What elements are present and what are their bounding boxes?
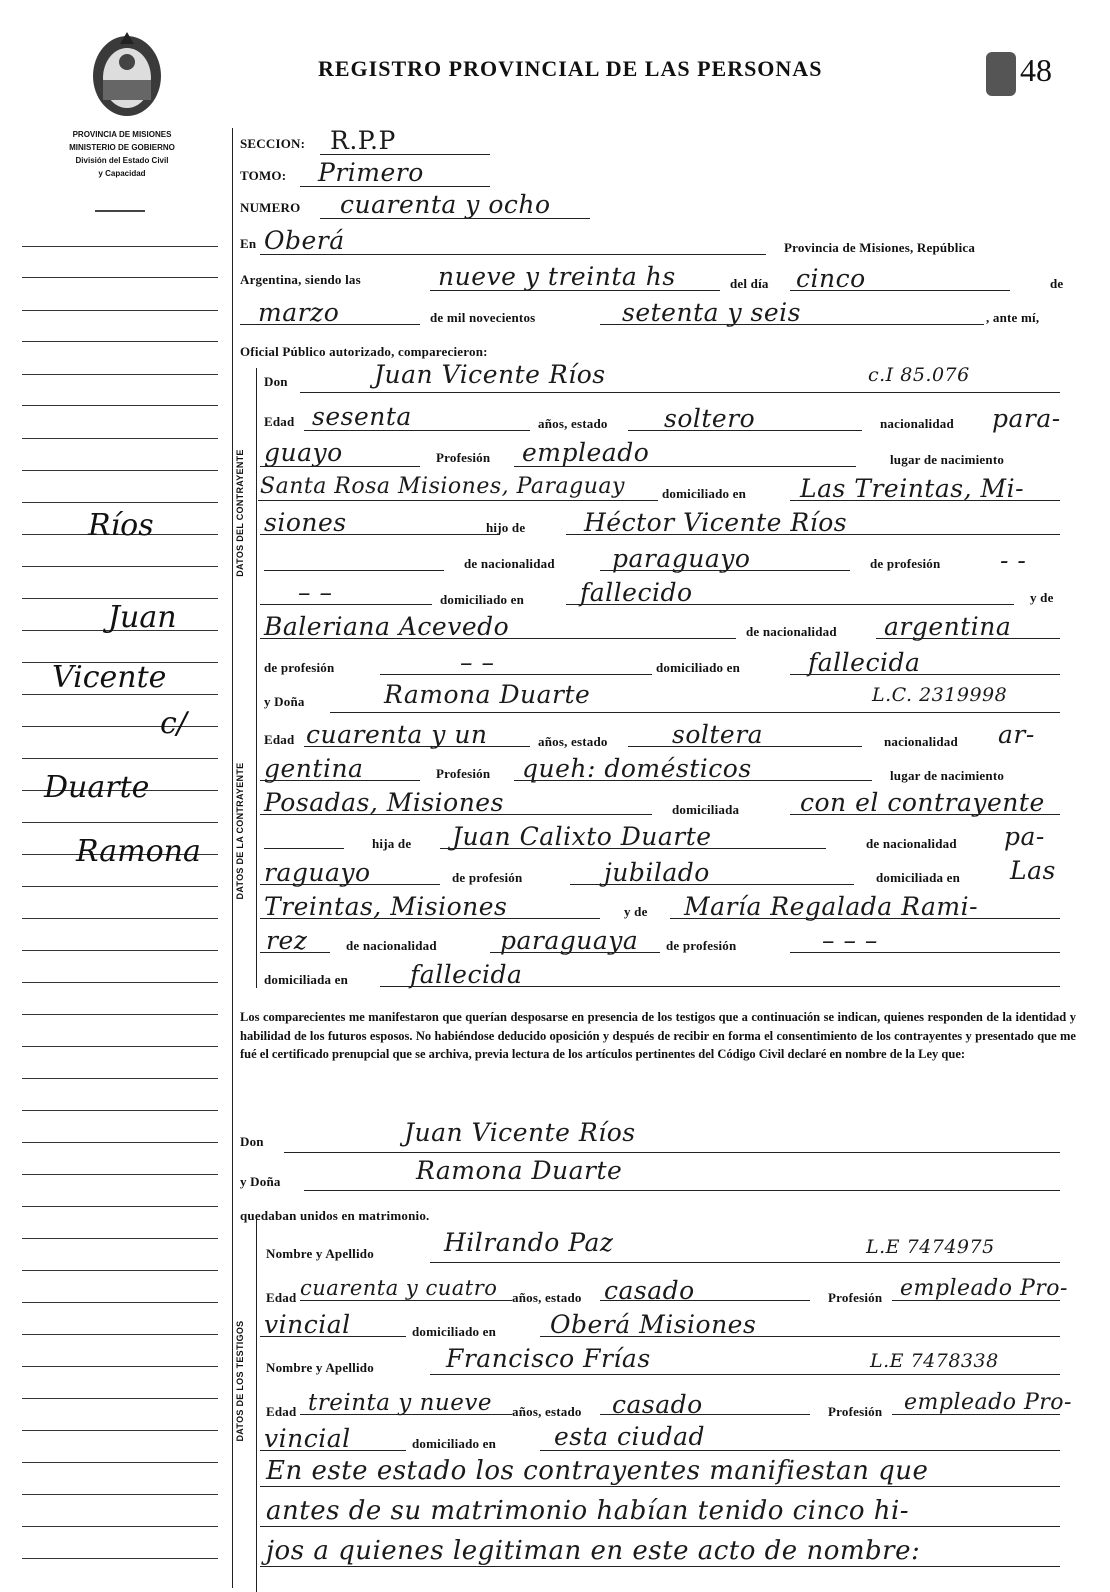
label-profesion: Profesión: [436, 450, 491, 465]
label-nombre-apellido-1: Nombre y Apellido: [266, 1246, 374, 1261]
page-title: REGISTRO PROVINCIAL DE LAS PERSONAS: [318, 56, 823, 81]
label-profesion-w1: Profesión: [828, 1290, 883, 1305]
label-domiciliado-en-2: domiciliado en: [440, 592, 525, 607]
label-de: de: [1050, 276, 1064, 291]
label-seccion: SECCION:: [240, 136, 306, 151]
groom-mother-nationality: argentina: [884, 612, 1012, 641]
office-header: PROVINCIA DE MISIONES MINISTERIO DE GOBIERNO División del Estado Civil y Capacidad: [69, 130, 175, 178]
label-tomo: TOMO:: [240, 168, 287, 183]
dia-value: cinco: [796, 264, 866, 293]
witness1-marital-status: casado: [604, 1276, 695, 1305]
label-don: Don: [264, 374, 288, 389]
label-nombre-apellido-2: Nombre y Apellido: [266, 1360, 374, 1375]
margin-note-surname: Ríos: [88, 508, 154, 543]
label-domiciliada-en: domiciliada en: [876, 870, 961, 885]
bride-father-profession: jubilado: [604, 858, 710, 887]
label-edad-w1: Edad: [266, 1290, 297, 1305]
declaration-bride: Ramona Duarte: [416, 1156, 623, 1185]
bride-document: L.C. 2319998: [872, 684, 1008, 706]
label-domiciliado-en-w2: domiciliado en: [412, 1436, 497, 1451]
label-nacionalidad: nacionalidad: [880, 416, 954, 431]
groom-name: Juan Vicente Ríos: [374, 360, 606, 389]
witness2-age: treinta y nueve: [308, 1390, 492, 1416]
label-de-profesion-bride: de profesión: [452, 870, 523, 885]
groom-age: sesenta: [312, 402, 412, 431]
label-y-de-bride: y de: [624, 904, 648, 919]
label-hijo-de: hijo de: [486, 520, 526, 535]
label-domiciliado-en-w1: domiciliado en: [412, 1324, 497, 1339]
label-oficial: Oficial Público autorizado, comparecieron:: [240, 344, 488, 359]
groom-father: Héctor Vicente Ríos: [584, 508, 848, 537]
witness2-profession-1: empleado Pro-: [904, 1390, 1072, 1415]
groom-mother-profession: – –: [460, 648, 495, 677]
numero-value: cuarenta y ocho: [340, 190, 551, 219]
label-profesion-w2: Profesión: [828, 1404, 883, 1419]
margin-note-bride-name: Ramona: [76, 834, 201, 869]
groom-marital-status: soltero: [664, 404, 756, 433]
label-don-declaration: Don: [240, 1134, 264, 1149]
label-de-mil: de mil novecientos: [430, 310, 536, 325]
main-frame-left-line: [232, 128, 233, 1588]
bride-father-address-1: Las: [1010, 856, 1056, 885]
witness2-document: L.E 7478338: [870, 1350, 999, 1372]
contrayente-block-line: [256, 368, 257, 988]
witness1-age: cuarenta y cuatro: [300, 1276, 498, 1300]
label-anos-estado-bride: años, estado: [538, 734, 608, 749]
margin-note-middlename: Vicente: [52, 660, 167, 695]
bride-name: Ramona Duarte: [384, 680, 591, 709]
groom-address-1: Las Treintas, Mi-: [800, 474, 1025, 503]
seccion-value: R.P.P: [330, 126, 396, 155]
label-domiciliada-en-2: domiciliada en: [264, 972, 349, 987]
label-lugar-nacimiento-bride: lugar de nacimiento: [890, 768, 1005, 783]
closing-note-line-3: jos a quienes legitiman en este acto de nombre:: [266, 1536, 921, 1566]
groom-father-address: fallecido: [580, 578, 693, 607]
witness2-address: esta ciudad: [554, 1422, 706, 1451]
bride-father-nationality-1: pa-: [1004, 822, 1045, 851]
bride-mother-2: rez: [266, 926, 308, 955]
margin-note-bride-surname: Duarte: [44, 770, 150, 805]
witness1-address: Oberá Misiones: [550, 1310, 757, 1339]
lugar-value: Oberá: [264, 226, 345, 255]
label-provincia: Provincia de Misiones, República: [784, 240, 976, 255]
bride-mother-profession: – – –: [822, 926, 878, 955]
tomo-value: Primero: [318, 158, 424, 187]
label-de-profesion: de profesión: [870, 556, 941, 571]
witness1-document: L.E 7474975: [866, 1236, 995, 1258]
label-edad: Edad: [264, 414, 295, 429]
groom-nationality-1: para-: [992, 404, 1061, 433]
label-y-dona-declaration: y Doña: [240, 1174, 281, 1189]
label-datos-la-contrayente: DATOS DE LA CONTRAYENTE: [235, 762, 245, 900]
bride-mother-nationality: paraguaya: [500, 926, 639, 955]
closing-note-line-1: En este estado los contrayentes manifiestan que: [266, 1456, 929, 1486]
label-nacionalidad-bride: nacionalidad: [884, 734, 958, 749]
label-anos-estado: años, estado: [538, 416, 608, 431]
page-number-stamp: [986, 52, 1016, 96]
bride-father-nationality-2: raguayo: [264, 858, 371, 887]
label-edad-w2: Edad: [266, 1404, 297, 1419]
groom-father-profession: - -: [1000, 546, 1027, 575]
label-y-de: y de: [1030, 590, 1054, 605]
bride-mother-1: María Regalada Rami-: [684, 892, 979, 921]
groom-father-profession-2: – –: [298, 578, 333, 607]
groom-document: c.I 85.076: [868, 364, 970, 386]
bride-marital-status: soltera: [672, 720, 764, 749]
groom-mother: Baleriana Acevedo: [264, 612, 510, 641]
closing-note-line-2: antes de su matrimonio habían tenido cinco hi-: [266, 1496, 910, 1526]
label-de-nacionalidad: de nacionalidad: [464, 556, 555, 571]
label-de-nacionalidad-2: de nacionalidad: [746, 624, 837, 639]
bride-birthplace: Posadas, Misiones: [264, 788, 504, 817]
witness1-profession-1: empleado Pro-: [900, 1276, 1068, 1301]
witness1-name: Hilrando Paz: [444, 1228, 614, 1257]
label-numero: NUMERO: [240, 200, 301, 215]
label-de-profesion-bride-2: de profesión: [666, 938, 737, 953]
label-domiciliada: domiciliada: [672, 802, 740, 817]
label-en: En: [240, 236, 257, 251]
label-lugar-nacimiento: lugar de nacimiento: [890, 452, 1005, 467]
label-anos-estado-w1: años, estado: [512, 1290, 582, 1305]
groom-father-nationality: paraguayo: [612, 544, 751, 573]
margin-note-con: c/: [160, 706, 187, 741]
groom-nationality-2: guayo: [264, 438, 343, 467]
label-quedaban: quedaban unidos en matrimonio.: [240, 1208, 430, 1223]
bride-nationality-2: gentina: [264, 754, 364, 783]
label-profesion-bride: Profesión: [436, 766, 491, 781]
bride-address: con el contrayente: [800, 788, 1045, 817]
groom-profession: empleado: [522, 438, 650, 467]
groom-birthplace: Santa Rosa Misiones, Paraguay: [260, 474, 625, 499]
label-domiciliado-en: domiciliado en: [662, 486, 747, 501]
margin-note-firstname: Juan: [108, 600, 177, 635]
groom-mother-address: fallecida: [808, 648, 921, 677]
label-argentina-siendo: Argentina, siendo las: [240, 272, 361, 287]
anio-value: setenta y seis: [622, 298, 801, 327]
bride-age: cuarenta y un: [306, 720, 488, 749]
bride-father: Juan Calixto Duarte: [452, 822, 712, 851]
witness1-profession-2: vincial: [264, 1310, 351, 1339]
witness2-profession-2: vincial: [264, 1424, 351, 1453]
mes-value: marzo: [258, 298, 340, 327]
label-de-profesion-2: de profesión: [264, 660, 335, 675]
bride-nationality-1: ar-: [998, 720, 1035, 749]
label-y-dona: y Doña: [264, 694, 305, 709]
label-del-dia: del día: [730, 276, 769, 291]
provincial-seal: [86, 22, 168, 122]
label-datos-testigos: DATOS DE LOS TESTIGOS: [235, 1320, 245, 1442]
label-hija-de: hija de: [372, 836, 412, 851]
bride-mother-address: fallecida: [410, 960, 523, 989]
bride-profession: queh: domésticos: [522, 754, 752, 783]
label-edad-bride: Edad: [264, 732, 295, 747]
label-datos-contrayente: DATOS DEL CONTRAYENTE: [235, 449, 245, 577]
label-de-nacionalidad-bride: de nacionalidad: [866, 836, 957, 851]
legal-paragraph: Los comparecientes me manifestaron que querían desposarse en presencia de los testigos que a continuación se indican, quienes responden de la identidad y habilidad de los futuros esposos. No habiéndose deducido oposición y después de recibir en forma el consentimiento de los contrayentes y presentado que me fué el certificado prenupcial que se archiva, previa lectura de los artículos pertinentes del Código Civil declaré en nombre de la Ley que:: [240, 1010, 1076, 1062]
witness2-marital-status: casado: [612, 1390, 703, 1419]
label-ante-mi: , ante mí,: [986, 310, 1040, 325]
testigos-block-line: [256, 1216, 257, 1592]
label-de-nacionalidad-bride-2: de nacionalidad: [346, 938, 437, 953]
groom-address-2: siones: [264, 508, 347, 537]
witness2-name: Francisco Frías: [446, 1344, 651, 1373]
declaration-groom: Juan Vicente Ríos: [404, 1118, 636, 1147]
label-anos-estado-w2: años, estado: [512, 1404, 582, 1419]
label-domiciliado-en-3: domiciliado en: [656, 660, 741, 675]
page-number: 48: [1020, 52, 1052, 88]
hora-value: nueve y treinta hs: [438, 262, 676, 291]
bride-father-address-2: Treintas, Misiones: [264, 892, 508, 921]
